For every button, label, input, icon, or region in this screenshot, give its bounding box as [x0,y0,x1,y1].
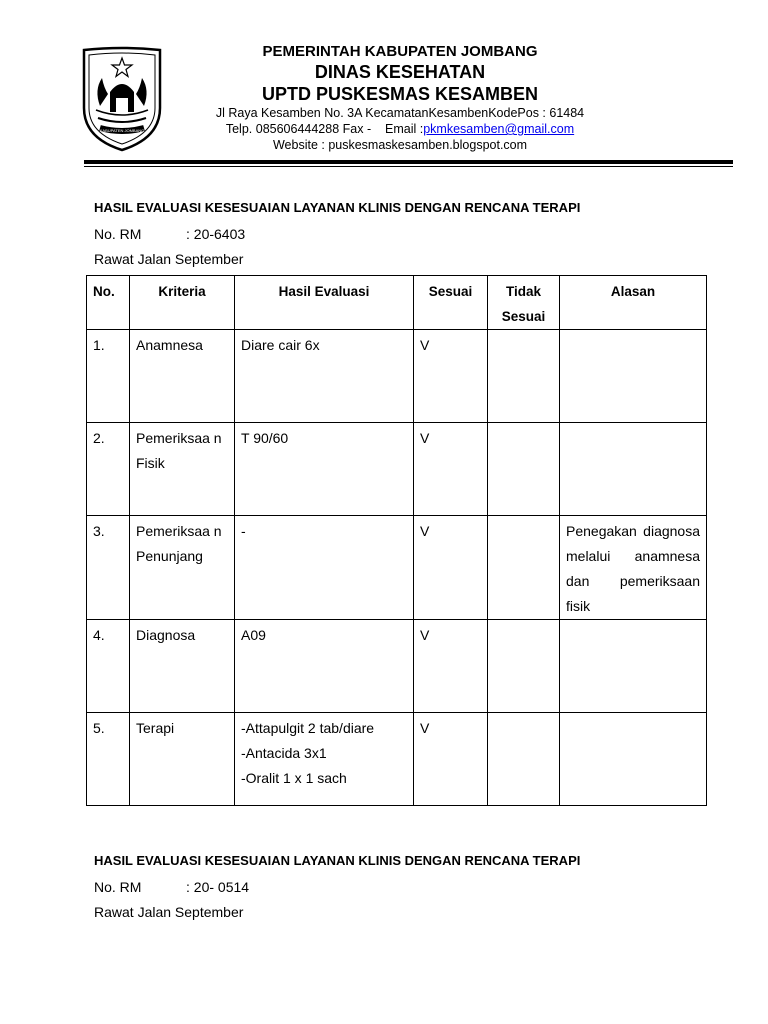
evaluation-table [86,275,707,806]
section2-rm-label: No. RM [94,879,142,895]
cell-sesuai: V [414,330,488,423]
therapy-line: -Antacida 3x1 [241,745,327,761]
cell-sesuai: V [414,423,488,516]
header-phone: Telp. 085606444288 Fax - Email : [225,122,424,136]
cell-sesuai: V [414,516,488,620]
table-row [87,516,707,620]
cell-kriteria: Pemeriksaa n Penunjang [130,516,235,620]
col-header-kriteria: Kriteria [130,276,235,330]
header-contact [170,122,630,136]
cell-hasil: T 90/60 [235,423,414,516]
col-header-alasan: Alasan [560,276,707,330]
therapy-line: -Attapulgit 2 tab/diare [241,720,375,736]
cell-tidak-sesuai [488,516,560,620]
cell-hasil: Diare cair 6x [235,330,414,423]
header-department: DINAS KESEHATAN [314,62,486,82]
cell-alasan [560,423,707,516]
cell-kriteria: Terapi [130,713,235,806]
col-header-sesuai: Sesuai [414,276,488,330]
header-address: Jl Raya Kesamben No. 3A KecamatanKesambenKodePos : 61484 [215,106,585,120]
cell-kriteria: Pemeriksaa n Fisik [130,423,235,516]
table-row [87,620,707,713]
table-row [87,330,707,423]
email-link[interactable]: pkmkesamben@gmail.com [423,122,575,136]
cell-kriteria: Anamnesa [130,330,235,423]
section2-rm-value: : 20- 0514 [186,879,250,895]
cell-alasan: Penegakan diagnosa melalui anamnesa dan pemeriksaan fisik [560,516,707,620]
cell-tidak-sesuai [488,330,560,423]
table-row [87,423,707,516]
table-row [87,713,707,806]
cell-alasan [560,330,707,423]
cell-no: 4. [87,620,130,713]
cell-tidak-sesuai [488,620,560,713]
col-header-hasil: Hasil Evaluasi [235,276,414,330]
section1-subtitle: Rawat Jalan September [94,251,244,267]
section1-rm-value: : 20-6403 [186,226,246,242]
letterhead-divider-thin [84,166,733,167]
cell-sesuai: V [414,713,488,806]
cell-hasil: - [235,516,414,620]
jombang-regency-emblem [80,46,164,152]
cell-no: 2. [87,423,130,516]
letterhead-divider-thick [84,160,733,164]
cell-alasan [560,713,707,806]
cell-kriteria: Diagnosa [130,620,235,713]
header-website: Website : puskesmaskesamben.blogspot.com [272,138,528,152]
cell-no: 5. [87,713,130,806]
section1-title: HASIL EVALUASI KESESUAIAN LAYANAN KLINIS DENGAN RENCANA TERAPI [94,200,581,215]
section2-title: HASIL EVALUASI KESESUAIAN LAYANAN KLINIS DENGAN RENCANA TERAPI [94,853,581,868]
cell-alasan [560,620,707,713]
therapy-line: -Oralit 1 x 1 sach [241,770,347,786]
table-header-row [87,276,707,330]
col-header-tidak-sesuai: Tidak Sesuai [488,276,560,330]
cell-hasil: A09 [235,620,414,713]
cell-no: 3. [87,516,130,620]
svg-text:KABUPATEN JOMBANG: KABUPATEN JOMBANG [99,128,145,133]
cell-hasil [235,713,414,806]
cell-tidak-sesuai [488,713,560,806]
cell-sesuai: V [414,620,488,713]
section1-rm-label: No. RM [94,226,142,242]
header-institution: UPTD PUSKESMAS KESAMBEN [261,84,539,104]
header-government: PEMERINTAH KABUPATEN JOMBANG [262,43,538,60]
col-header-no: No. [87,276,130,330]
cell-no: 1. [87,330,130,423]
section2-subtitle: Rawat Jalan September [94,904,244,920]
cell-tidak-sesuai [488,423,560,516]
